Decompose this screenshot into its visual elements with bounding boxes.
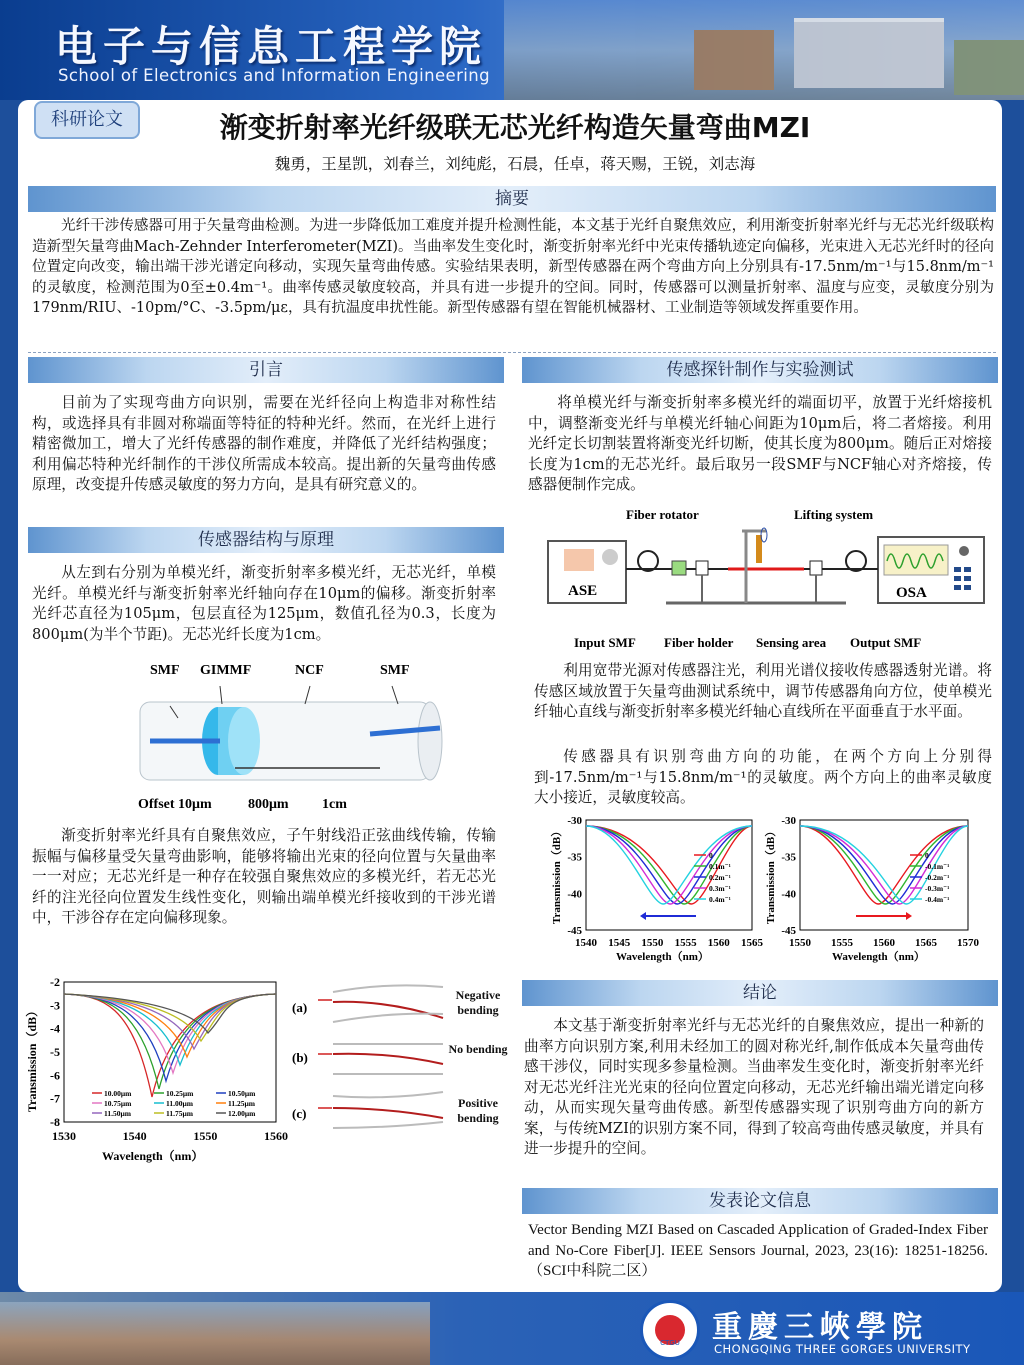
x-tick-label: 1560	[707, 937, 730, 949]
y-tick-label: -5	[50, 1045, 60, 1059]
paper-title: 渐变折射率光纤级联无芯光纤构造矢量弯曲MZI	[219, 111, 811, 144]
label-b: (b)	[292, 1050, 308, 1065]
section-heading-conclusion: 结论	[522, 980, 998, 1006]
y-axis-label-right: Transmission（dB）	[765, 825, 777, 924]
y-tick-label: -35	[567, 851, 582, 864]
legend-label: 0	[925, 851, 929, 860]
caption-negative: Negative bending	[455, 988, 501, 1017]
label-input-smf: Input SMF	[574, 635, 636, 650]
legend-label: 0.1m⁻¹	[709, 862, 731, 871]
y-tick-label: -6	[50, 1068, 60, 1083]
structure-text-2: 渐变折射率光纤具有自聚焦效应，子午射线沿正弦曲线传输，传输振幅与偏移量受矢量弯曲影响，能够将输出光束的径向位置与矢量曲率一一对应；无芯光纤是一种存在较强自聚焦效应的多模光纤，若无芯光纤的注光径向位置发生线性变化，则输出端单模光纤接收到的干涉光谱中，干涉谷存在定向偏移现象。	[32, 827, 496, 926]
pointer-line	[220, 686, 222, 704]
town-photo	[0, 1302, 430, 1365]
publication-text: Vector Bending MZI Based on Cascaded Application of Graded-Index Fiber and No-Core Fiber[J]. IEEE Sensors Journal, 2023, 23(16): 18251-18256.（SCI中科院二区）	[528, 1222, 988, 1279]
label-c: (c)	[292, 1106, 307, 1121]
tree-shape	[954, 40, 1024, 95]
intro-text: 目前为了实现弯曲方向识别，需要在光纤径向上构造非对称性结构，或选择具有非圆对称端面等特征的特种光纤。然而，在光纤上进行精密微加工，增大了光纤传感器的制作难度，并降低了光纤结构强度；利用偏芯特种光纤制作的干涉仪所需成本较高。提出新的矢量弯曲传感原理，改变提升传感灵敏度的努力方向，是具有研究意义的。	[32, 394, 496, 493]
fabrication-text-1: 将单模光纤与渐变折射率多模光纤的端面切平，放置于光纤熔接机中，调整渐变光纤与单模光纤轴心间距为10μm后，将二者熔接。利用光纤定长切割装置将渐变光纤切断，使其长度为800μm。随后正对熔接长度为1cm的无芯光纤。最后取另一段SMF与NCF轴心对齐熔接，传感器便制作完成。	[528, 394, 992, 493]
school-name-cn: 电子与信息工程学院	[55, 22, 488, 71]
label-gimmf: GIMMF	[200, 663, 252, 678]
fiber-end	[418, 702, 442, 780]
ase-indicator	[564, 549, 594, 571]
y-tick-label: -40	[567, 888, 582, 901]
legend-label: 0.2m⁻¹	[709, 873, 731, 882]
section-heading-abstract: 摘要	[28, 186, 996, 212]
label-1cm: 1cm	[322, 797, 347, 812]
x-tick-label: 1570	[957, 937, 979, 949]
caption-positive: Positive bending	[457, 1096, 499, 1125]
y-tick-label: -30	[781, 815, 796, 827]
pointer-line	[305, 686, 310, 704]
x-tick-label: 1555	[831, 937, 853, 949]
logo-text: CTGU	[660, 1339, 680, 1347]
school-name-en: School of Electronics and Information Engineering	[58, 66, 490, 85]
x-tick-label: 1540	[575, 937, 597, 949]
section-heading-publication: 发表论文信息	[522, 1188, 998, 1214]
x-tick-label: 1550	[789, 937, 811, 949]
x-tick-label: 1555	[674, 937, 697, 949]
campus-photo	[504, 0, 1024, 100]
y-tick-label: -30	[567, 815, 582, 827]
bending-spectra-charts	[546, 814, 996, 966]
label-fiber-rotator: Fiber rotator	[626, 507, 699, 522]
osa-label: OSA	[896, 585, 927, 601]
x-tick-label: 1565	[741, 937, 763, 949]
legend-label: 11.75μm	[166, 1109, 193, 1118]
label-fiber-holder: Fiber holder	[664, 635, 734, 650]
conclusion-text: 本文基于渐变折射率光纤与无芯光纤的自聚焦效应，提出一种新的曲率方向识别方案,利用未经加工的圆对称光纤,制作低成本矢量弯曲传感干涉仪，同时实现多参量检测。当曲率发生变化时，渐变折射率光纤对无芯光纤注光光束的径向位置定向移动，无芯光纤输出端光谱定向移动，从而实现矢量弯曲传感。新型传感器实现了识别弯曲方向的新方案，与传统MZI的识别方案不同，得到了较高弯曲传感灵敏度，并具有进一步提升的空间。	[524, 1017, 984, 1157]
y-tick-label: -4	[50, 1021, 60, 1036]
y-axis-label: Transmission（dB）	[25, 1004, 39, 1112]
osa-screen	[884, 545, 948, 575]
y-tick-label: -3	[50, 998, 60, 1013]
pointer-line	[392, 686, 398, 704]
label-output-smf: Output SMF	[850, 635, 922, 650]
sensor-structure-figure	[130, 656, 460, 814]
x-tick-label: 1550	[641, 937, 664, 949]
ase-label: ASE	[568, 583, 598, 599]
legend-label: 0	[709, 851, 713, 860]
page-header	[0, 0, 1024, 100]
y-tick-label: -40	[781, 888, 796, 901]
abstract-text: 光纤干涉传感器可用于矢量弯曲检测。为进一步降低加工难度并提升检测性能，本文基于光纤自聚焦效应，利用渐变折射率光纤与无芯光纤级联构造新型矢量弯曲Mach-Zehnder Interferometer(MZI)。当曲率发生变化时，渐变折射率光纤中光束传播轨迹定向偏移，光束进入无芯光纤时的径向位置定向改变，输出端干涉光谱定向移动，实现矢量弯曲传感。实验结果表明，新型传感器在两个弯曲方向上分别具有-17.5nm/m⁻¹与15.8nm/m⁻¹的灵敏度，检测范围为0至±0.4m⁻¹。曲率传感灵敏度较高，并具有进一步提升的空间。同时，传感器可以测量折射率、温度与应变，灵敏度分别为179nm/RIU、-10pm/°C、-3.5pm/με，具有抗温度串扰性能。新型传感器有望在智能机械器材、工业制造等领域发挥重要作用。	[32, 218, 994, 316]
label-800um: 800μm	[248, 797, 289, 812]
university-name-en: CHONGQING THREE GORGES UNIVERSITY	[714, 1342, 971, 1356]
y-tick-label: -35	[781, 851, 796, 864]
y-tick-label: -45	[781, 925, 796, 937]
caption-no: No bending	[448, 1042, 508, 1056]
label-a: (a)	[292, 1000, 308, 1015]
section-heading-structure: 传感器结构与原理	[28, 527, 504, 553]
legend-label: 10.00μm	[104, 1089, 132, 1098]
category-tag: 科研论文	[34, 101, 140, 139]
x-tick-label: 1550	[193, 1129, 218, 1143]
ase-knob	[602, 549, 618, 565]
gimmf-face	[228, 707, 260, 775]
label-sensing-area: Sensing area	[756, 635, 827, 650]
experiment-setup-figure	[546, 505, 996, 653]
section-heading-fabrication: 传感探针制作与实验测试	[522, 357, 998, 383]
label-ncf: NCF	[295, 663, 324, 678]
legend-label: 11.00μm	[166, 1099, 193, 1108]
y-tick-label: -8	[50, 1115, 60, 1129]
page-footer	[0, 1292, 1024, 1365]
x-tick-label: 1540	[122, 1129, 147, 1143]
y-tick-label: -45	[567, 925, 582, 937]
fiber-rotator-shape	[672, 561, 686, 575]
legend-label: 10.50μm	[228, 1089, 256, 1098]
legend-label: 11.50μm	[104, 1109, 131, 1118]
label-smf-left: SMF	[150, 663, 180, 678]
x-tick-label: 1545	[608, 937, 631, 949]
label-smf-right: SMF	[380, 663, 410, 678]
structure-text-1: 从左到右分别为单模光纤，渐变折射率多模光纤，无芯光纤，单模光纤。单模光纤与渐变折射率光纤轴向存在10μm的偏移。渐变折射率光纤芯直径为105μm，包层直径为125μm，数值孔径为0.3，长度为800μm(为半个节距)。无芯光纤长度为1cm。	[32, 564, 496, 643]
y-axis-label-left: Transmission（dB）	[551, 825, 563, 924]
x-axis-label-left: Wavelength（nm）	[616, 951, 709, 963]
building-shape	[694, 30, 774, 90]
x-axis-label: Wavelength（nm）	[102, 1149, 204, 1163]
y-tick-label: -7	[50, 1091, 60, 1106]
legend-label: -0.4m⁻¹	[925, 895, 950, 904]
legend-label: -0.3m⁻¹	[925, 884, 950, 893]
legend-label: 0.3m⁻¹	[709, 884, 731, 893]
fabrication-text-3: 传感器具有识别弯曲方向的功能，在两个方向上分别得到-17.5nm/m⁻¹与15.8nm/m⁻¹的灵敏度。两个方向上的曲率灵敏度大小接近，灵敏度较高。	[534, 748, 992, 806]
author-list: 魏勇，王星凯，刘春兰，刘纯彪，石晨，任卓，蒋天赐，王锐，刘志海	[274, 155, 756, 173]
university-logo	[640, 1300, 700, 1360]
legend-label: 10.75μm	[104, 1099, 132, 1108]
legend-label: -0.1m⁻¹	[925, 862, 950, 871]
legend-label: 0.4m⁻¹	[709, 895, 731, 904]
legend-label: 10.25μm	[166, 1089, 194, 1098]
x-tick-label: 1560	[873, 937, 895, 949]
label-lifting-system: Lifting system	[794, 507, 874, 522]
legend-label: -0.2m⁻¹	[925, 873, 950, 882]
y-tick-label: -2	[50, 975, 60, 989]
x-tick-label: 1565	[915, 937, 937, 949]
building-shape	[794, 18, 944, 88]
section-heading-intro: 引言	[28, 357, 504, 383]
legend-label: 11.25μm	[228, 1099, 255, 1108]
bending-schematic	[288, 982, 510, 1132]
x-tick-label: 1530	[52, 1129, 76, 1143]
label-offset: Offset 10μm	[138, 797, 212, 812]
divider	[28, 352, 996, 353]
offset-spectra-chart	[22, 972, 292, 1172]
university-name-cn: 重慶三峽學院	[712, 1310, 928, 1345]
legend-label: 12.00μm	[228, 1109, 256, 1118]
fabrication-text-2: 利用宽带光源对传感器注光，利用光谱仪接收传感器透射光谱。将传感区域放置于矢量弯曲测试系统中，调节传感器角向方位，使单模光纤轴心直线与渐变折射率多模光纤轴心直线所在平面垂直于水平面。	[534, 662, 992, 720]
x-axis-label-right: Wavelength（nm）	[832, 951, 925, 963]
x-tick-label: 1560	[264, 1129, 288, 1143]
